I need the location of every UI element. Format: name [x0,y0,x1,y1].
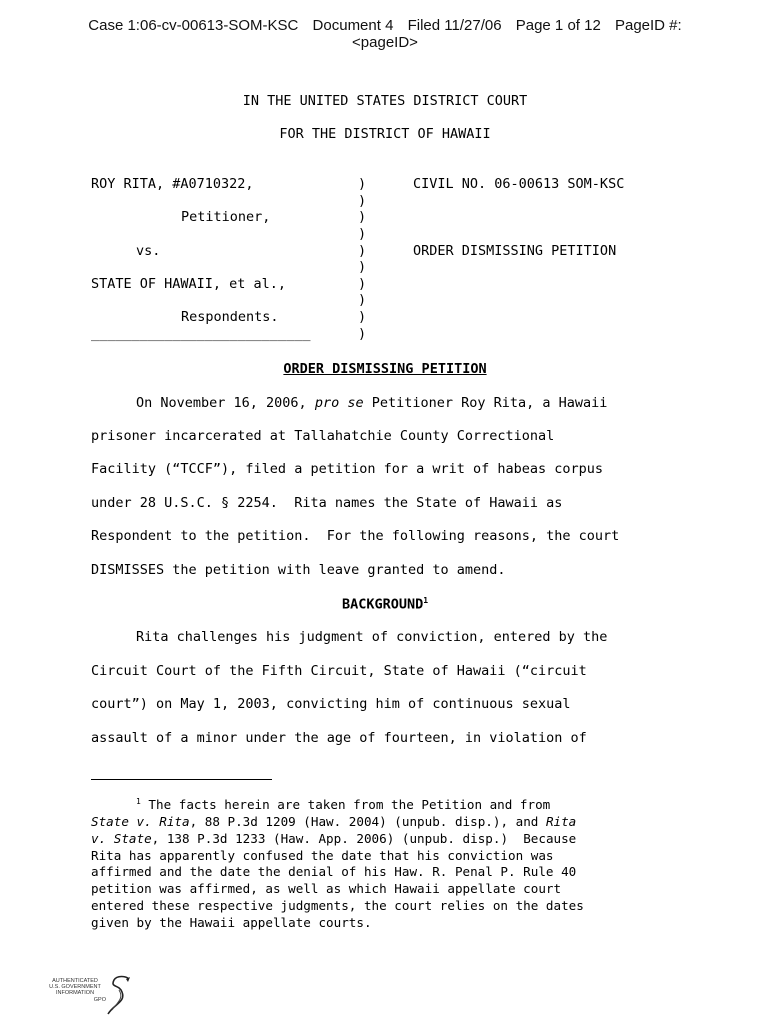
gpo-line4: GPO [93,997,106,1003]
footnote-line1: $^1$ The facts herein are taken from the Petition and from [136,797,551,813]
para1-line1: On November 16, 2006, pro se Petitioner Roy Rita, a Hawaii [136,395,608,411]
pageid-value: <pageID> [352,34,418,51]
para1-line2: prisoner incarcerated at Tallahatchie County Correctional [91,428,555,444]
footnote-reference: 1 [423,596,429,605]
filed-date: Filed 11/27/06 [407,17,502,34]
caption-paren: ) [358,243,367,259]
page-count: Page 1 of 12 [515,17,601,34]
footnote-line5: affirmed and the date the denial of his Haw. R. Penal P. Rule 40 [91,864,577,879]
document-number: Document 4 [312,17,394,34]
filing-header [0,17,770,34]
para2-line1: Rita challenges his judgment of conviction, entered by the [136,629,608,645]
footnote-line2: State v. Rita, 88 P.3d 1209 (Haw. 2004) (unpub. disp.), and Rita [91,814,577,829]
court-name-line2: FOR THE DISTRICT OF HAWAII [279,126,491,142]
caption-paren: ) [358,276,367,292]
para1-line6: DISMISSES the petition with leave granted to amend. [91,562,506,578]
footnote-line4: Rita has apparently confused the date that his conviction was [91,848,554,863]
petitioner-name: ROY RITA, #A0710322, [91,176,254,192]
eagle-icon [104,974,132,1016]
respondent-name: STATE OF HAWAII, et al., [91,276,287,292]
caption-paren: ) [358,259,367,275]
gpo-line3: INFORMATION [55,990,95,996]
caption-paren: ) [358,176,367,192]
caption-underline: ___________________________ [91,326,311,342]
caption-paren: ) [358,326,367,342]
footnote-line7: entered these respective judgments, the court relies on the dates [91,898,584,913]
gpo-line2: U.S. GOVERNMENT [49,984,101,990]
para1-line4: under 28 U.S.C. § 2254. Rita names the State of Hawaii as [91,495,563,511]
footnote-line6: petition was affirmed, as well as which Hawaii appellate court [91,881,562,896]
caption-paren: ) [358,292,367,308]
para2-line2: Circuit Court of the Fifth Circuit, State of Hawaii (“circuit [91,663,587,679]
caption-document-title: ORDER DISMISSING PETITION [413,243,617,259]
para1-line5: Respondent to the petition. For the following reasons, the court [91,528,620,544]
gpo-line1: AUTHENTICATED [52,978,98,984]
versus: vs. [136,243,161,259]
para2-line4: assault of a minor under the age of fourteen, in violation of [91,730,587,746]
para2-line3: court”) on May 1, 2003, convicting him of continuous sexual [91,696,571,712]
footnote-line3: v. State, 138 P.3d 1233 (Haw. App. 2006) (unpub. disp.) Because [91,831,577,846]
petitioner-label: Petitioner, [181,209,271,225]
caption-paren: ) [358,209,367,225]
gpo-authentication-logo [44,974,134,1018]
background-heading: BACKGROUND$^1$ [341,596,429,613]
civil-number: CIVIL NO. 06-00613 SOM-KSC [413,176,625,192]
caption-paren: ) [358,193,367,209]
case-number: Case 1:06-cv-00613-SOM-KSC [88,17,299,34]
order-title: ORDER DISMISSING PETITION [283,361,487,377]
respondent-label: Respondents. [181,309,279,325]
pageid-label: PageID #: [614,17,682,34]
caption-paren: ) [358,226,367,242]
footnote-divider [91,779,272,780]
para1-line3: Facility (“TCCF”), filed a petition for a writ of habeas corpus [91,461,604,477]
court-name-line1: IN THE UNITED STATES DISTRICT COURT [242,93,528,109]
caption-paren: ) [358,309,367,325]
footnote-line8: given by the Hawaii appellate courts. [91,915,372,930]
